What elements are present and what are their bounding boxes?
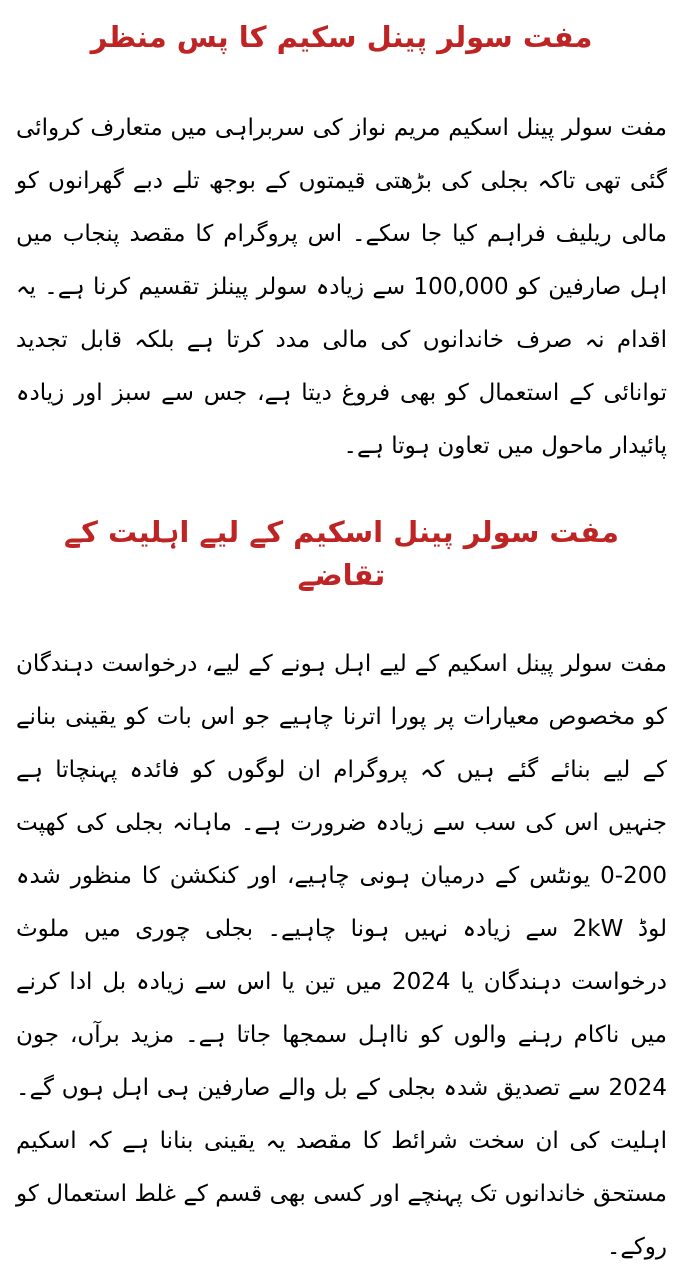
section-heading-eligibility: مفت سولر پینل اسکیم کے لیے اہلیت کے تقاضے: [64, 514, 619, 592]
section-background: [16, 16, 667, 473]
paragraph-eligibility: مفت سولر پینل اسکیم کے لیے اہل ہونے کے لیے، درخواست دہندگان کو مخصوص معیارات پر پورا اترنا چاہیے جو اس بات کو یقینی بنانے کے لیے بنائے گئے ہیں کہ پروگرام ان لوگوں کو فائدہ پہنچاتا ہے جنہیں اس کی سب سے زیادہ ضرورت ہے۔ ماہانہ بجلی کی کھپت 200-0 یونٹس کے درمیان ہونی چاہیے، اور کنکشن کا منظور شدہ لوڈ 2kW سے زیادہ نہیں ہونا چاہیے۔ بجلی چوری میں ملوث درخواست دہندگان یا 2024 میں تین یا اس سے زیادہ بل ادا کرنے میں ناکام رہنے والوں کو نااہل سمجھا جاتا ہے۔ مزید برآں، جون 2024 سے تصدیق شدہ بجلی کے بل والے صارفین ہی اہل ہوں گے۔ اہلیت کی ان سخت شرائط کا مقصد یہ یقینی بنانا ہے کہ اسکیم مستحق خاندانوں تک پہنچے اور کسی بھی قسم کے غلط استعمال کو روکے۔: [16, 650, 667, 1260]
paragraph-background: مفت سولر پینل اسکیم مریم نواز کی سربراہی میں متعارف کروائی گئی تھی تاکہ بجلی کی بڑھتی قیمتوں کے بوجھ تلے دبے گھرانوں کو مالی ریلیف فراہم کیا جا سکے۔ اس پروگرام کا مقصد پنجاب میں اہل صارفین کو 100,000 سے زیادہ سولر پینلز تقسیم کرنا ہے۔ یہ اقدام نہ صرف خاندانوں کی مالی مدد کرتا ہے بلکہ قابل تجدید توانائی کے استعمال کو بھی فروغ دیتا ہے، جس سے سبز اور زیادہ پائیدار ماحول میں تعاون ہوتا ہے۔: [16, 114, 667, 459]
section-eligibility: [16, 511, 667, 1274]
section-heading-background: مفت سولر پینل سکیم کا پس منظر: [90, 20, 593, 54]
